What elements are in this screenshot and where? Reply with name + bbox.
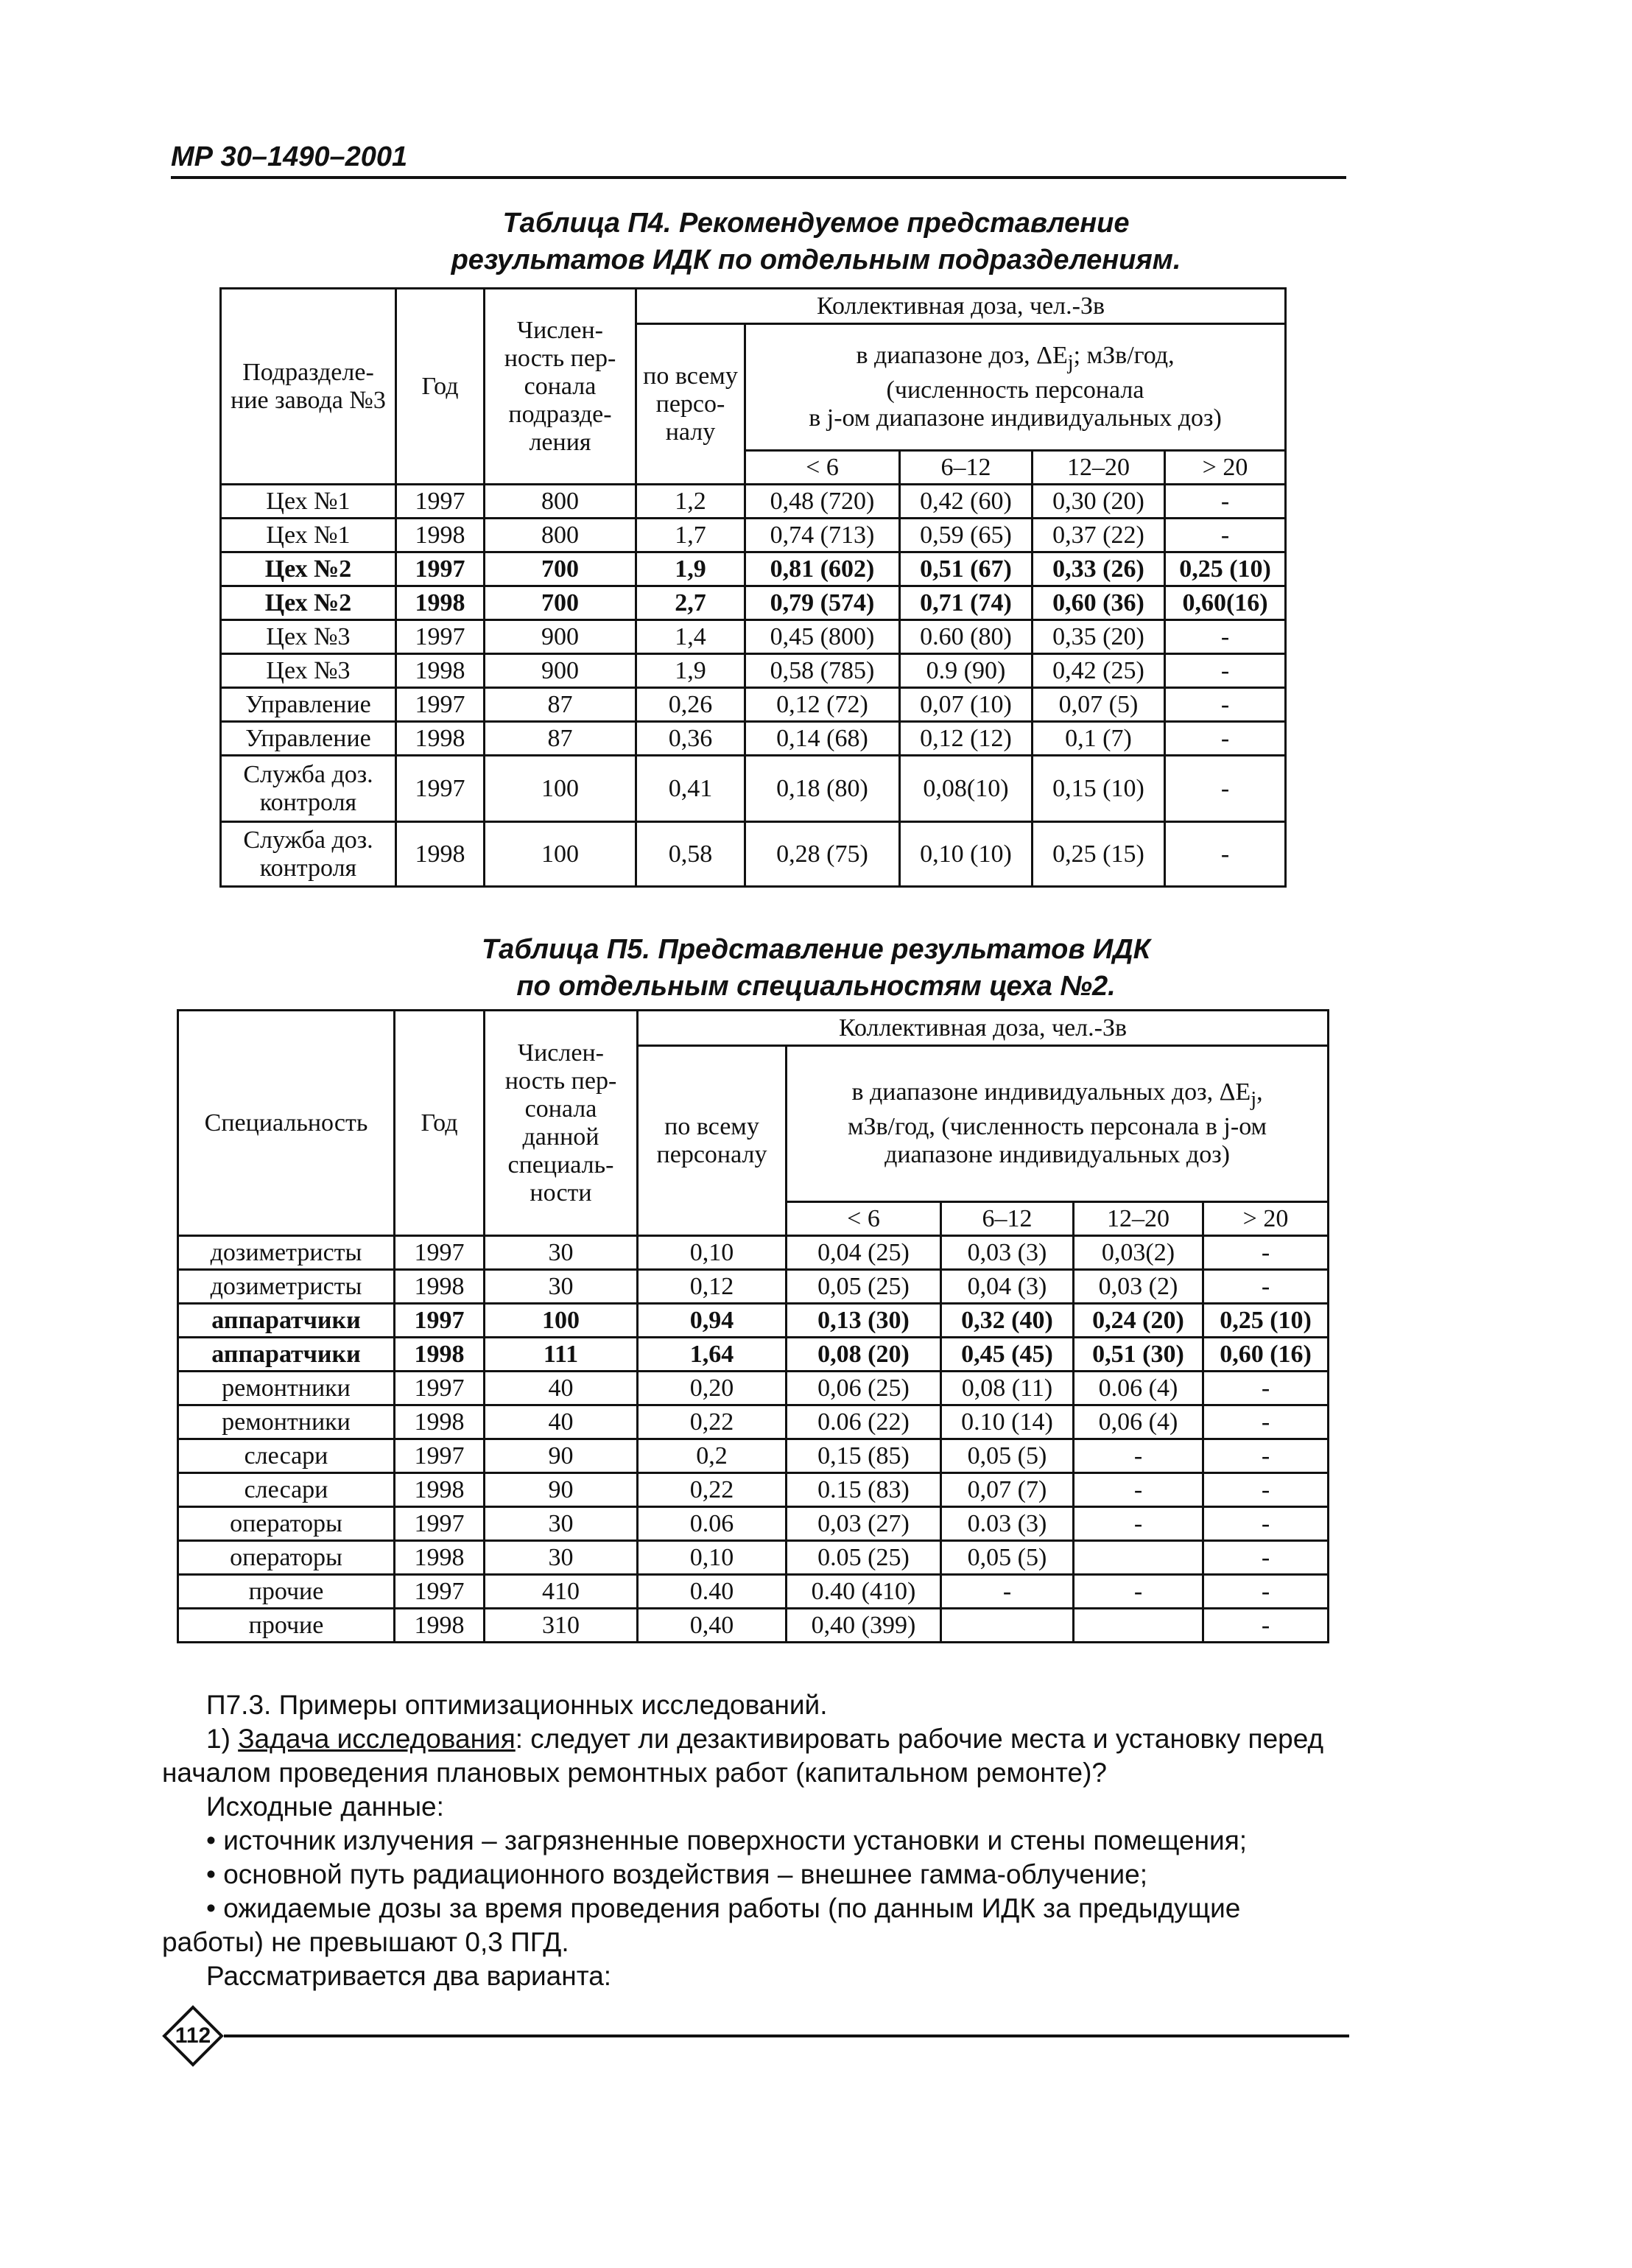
page-number: 112 <box>175 2023 211 2048</box>
footer-rule <box>224 2034 1349 2037</box>
table-row <box>221 519 1286 552</box>
cell-band-3: 0.06 (4) <box>1074 1372 1203 1405</box>
cell-staff: 800 <box>485 519 636 552</box>
cell-year: 1998 <box>396 654 485 688</box>
paragraph-variants: Рассматривается два варианта: <box>206 1961 612 1991</box>
cell-band-3: 0,1 (7) <box>1033 722 1165 756</box>
cell-band-4: 0,60(16) <box>1165 586 1286 620</box>
cell-band-1: 0,05 (25) <box>787 1270 941 1304</box>
table4-caption <box>0 205 1632 278</box>
cell-name: Служба доз. контроля <box>221 756 396 822</box>
table-row <box>221 654 1286 688</box>
table-row <box>178 1473 1329 1507</box>
cell-band-2: 0,12 (12) <box>900 722 1033 756</box>
table5-range-line3: диапазоне индивидуальных доз) <box>884 1141 1230 1169</box>
cell-band-2: 0.10 (14) <box>941 1405 1074 1439</box>
cell-band-3: 0,03(2) <box>1074 1236 1203 1270</box>
cell-staff: 100 <box>485 822 636 887</box>
cell-band-2: 0,03 (3) <box>941 1236 1074 1270</box>
table4-head-total: по всему персо-налу <box>636 324 745 485</box>
cell-band-2: 0,51 (67) <box>900 552 1033 586</box>
cell-band-2: 0,08 (11) <box>941 1372 1074 1405</box>
table4-range-line1: в диапазоне доз, ΔE <box>856 341 1068 369</box>
cell-staff: 800 <box>485 485 636 519</box>
cell-band-2: 0,59 (65) <box>900 519 1033 552</box>
running-header <box>171 141 1346 179</box>
cell-name: ремонтники <box>178 1372 395 1405</box>
body-text <box>162 1688 1348 1993</box>
cell-name: слесари <box>178 1473 395 1507</box>
cell-staff: 30 <box>485 1270 638 1304</box>
table-row <box>221 620 1286 654</box>
table5-band-1: < 6 <box>787 1202 941 1236</box>
cell-year: 1997 <box>395 1575 485 1609</box>
page-number-badge <box>162 2005 224 2067</box>
table-row <box>178 1236 1329 1270</box>
table-row <box>178 1439 1329 1473</box>
table4-range-line3: в j-ом диапазоне индивидуальных доз) <box>809 404 1222 432</box>
cell-name: аппаратчики <box>178 1338 395 1372</box>
cell-staff: 90 <box>485 1439 638 1473</box>
cell-band-3: 0,06 (4) <box>1074 1405 1203 1439</box>
cell-band-3: - <box>1074 1575 1203 1609</box>
cell-staff: 40 <box>485 1372 638 1405</box>
table-row <box>221 586 1286 620</box>
cell-band-2: - <box>941 1575 1074 1609</box>
cell-band-3: 0,25 (15) <box>1033 822 1165 887</box>
cell-band-2: 0,07 (10) <box>900 688 1033 722</box>
cell-year: 1997 <box>396 688 485 722</box>
cell-band-2: 0.03 (3) <box>941 1507 1074 1541</box>
table-row <box>221 688 1286 722</box>
cell-name: Управление <box>221 688 396 722</box>
cell-name: операторы <box>178 1541 395 1575</box>
cell-year: 1998 <box>396 519 485 552</box>
paragraph-task <box>162 1722 1348 1790</box>
cell-band-1: 0,81 (602) <box>745 552 900 586</box>
cell-band-1: 0,28 (75) <box>745 822 900 887</box>
cell-band-3: - <box>1074 1473 1203 1507</box>
cell-name: операторы <box>178 1507 395 1541</box>
cell-band-4: 0,25 (10) <box>1203 1304 1329 1338</box>
cell-band-2: 0,05 (5) <box>941 1541 1074 1575</box>
table4-band-2: 6–12 <box>900 451 1033 485</box>
cell-band-3: 0,24 (20) <box>1074 1304 1203 1338</box>
cell-staff: 30 <box>485 1541 638 1575</box>
table5-head-range <box>787 1046 1329 1202</box>
cell-staff: 700 <box>485 586 636 620</box>
cell-band-1: 0,45 (800) <box>745 620 900 654</box>
cell-band-2: 0,71 (74) <box>900 586 1033 620</box>
cell-band-2: 0,04 (3) <box>941 1270 1074 1304</box>
cell-band-1: 0,48 (720) <box>745 485 900 519</box>
cell-band-4: - <box>1203 1575 1329 1609</box>
cell-total: 0,22 <box>638 1405 787 1439</box>
task-text: : следует ли дезактивировать рабочие места и установку перед началом проведения плановых ремонтных работ (капитальном ремонте)? <box>162 1724 1324 1788</box>
cell-band-1: 0.05 (25) <box>787 1541 941 1575</box>
table4-band-4: > 20 <box>1165 451 1286 485</box>
cell-year: 1998 <box>395 1405 485 1439</box>
cell-name: ремонтники <box>178 1405 395 1439</box>
cell-band-1: 0,14 (68) <box>745 722 900 756</box>
cell-band-4: - <box>1203 1541 1329 1575</box>
bullet-pathway: • основной путь радиационного воздействия – внешнее гамма-облучение; <box>206 1859 1147 1889</box>
cell-band-3: 0,33 (26) <box>1033 552 1165 586</box>
cell-band-2: 0,32 (40) <box>941 1304 1074 1338</box>
cell-band-4: - <box>1165 722 1286 756</box>
table4-head-range <box>745 324 1286 451</box>
table4-head-dept: Подразделе-ние завода №3 <box>221 289 396 485</box>
cell-band-4: - <box>1203 1405 1329 1439</box>
cell-year: 1998 <box>396 586 485 620</box>
cell-staff: 30 <box>485 1507 638 1541</box>
table-row <box>178 1304 1329 1338</box>
table4-head-collective: Коллективная доза, чел.-Зв <box>636 289 1286 324</box>
cell-band-2: 0,08(10) <box>900 756 1033 822</box>
cell-band-4: - <box>1165 519 1286 552</box>
cell-total: 1,9 <box>636 552 745 586</box>
table5 <box>177 1009 1329 1643</box>
cell-total: 1,64 <box>638 1338 787 1372</box>
cell-staff: 111 <box>485 1338 638 1372</box>
table-row <box>221 722 1286 756</box>
cell-year: 1998 <box>395 1473 485 1507</box>
table5-caption-line2: по отдельным специальностям цеха №2. <box>516 971 1116 1002</box>
cell-band-1: 0,40 (399) <box>787 1609 941 1643</box>
cell-name: Служба доз. контроля <box>221 822 396 887</box>
cell-band-1: 0.40 (410) <box>787 1575 941 1609</box>
cell-total: 0,10 <box>638 1236 787 1270</box>
page-footer <box>162 2005 1349 2064</box>
cell-staff: 900 <box>485 654 636 688</box>
paragraph-initial-data: Исходные данные: <box>206 1791 444 1822</box>
table4-range-line1b: ; мЗв/год, <box>1073 341 1175 369</box>
cell-band-3: 0,07 (5) <box>1033 688 1165 722</box>
cell-total: 0,36 <box>636 722 745 756</box>
table4-band-1: < 6 <box>745 451 900 485</box>
cell-name: Цех №2 <box>221 586 396 620</box>
cell-year: 1997 <box>396 756 485 822</box>
cell-name: Цех №2 <box>221 552 396 586</box>
cell-band-1: 0,18 (80) <box>745 756 900 822</box>
cell-band-3 <box>1074 1609 1203 1643</box>
cell-band-4: - <box>1203 1236 1329 1270</box>
cell-band-2: 0,07 (7) <box>941 1473 1074 1507</box>
cell-year: 1998 <box>395 1338 485 1372</box>
cell-band-1: 0,13 (30) <box>787 1304 941 1338</box>
table-row <box>221 756 1286 822</box>
cell-band-3: - <box>1074 1439 1203 1473</box>
cell-staff: 410 <box>485 1575 638 1609</box>
table-row <box>178 1609 1329 1643</box>
cell-total: 0,41 <box>636 756 745 822</box>
cell-band-3: 0,35 (20) <box>1033 620 1165 654</box>
task-number: 1) <box>206 1724 239 1754</box>
cell-name: Цех №3 <box>221 654 396 688</box>
cell-band-4: - <box>1203 1609 1329 1643</box>
cell-band-4: - <box>1203 1270 1329 1304</box>
cell-total: 1,9 <box>636 654 745 688</box>
table5-range-sub: j <box>1251 1087 1257 1111</box>
cell-total: 1,4 <box>636 620 745 654</box>
cell-band-4: - <box>1203 1473 1329 1507</box>
cell-total: 2,7 <box>636 586 745 620</box>
table-row <box>221 822 1286 887</box>
table-row <box>221 485 1286 519</box>
table-row <box>178 1338 1329 1372</box>
cell-name: прочие <box>178 1609 395 1643</box>
cell-name: Цех №3 <box>221 620 396 654</box>
cell-band-3 <box>1074 1541 1203 1575</box>
table5-range-line1b: , <box>1256 1078 1263 1106</box>
cell-band-1: 0,74 (713) <box>745 519 900 552</box>
cell-band-1: 0,03 (27) <box>787 1507 941 1541</box>
cell-band-1: 0,15 (85) <box>787 1439 941 1473</box>
cell-year: 1997 <box>396 552 485 586</box>
cell-band-4: - <box>1165 620 1286 654</box>
cell-year: 1998 <box>395 1541 485 1575</box>
cell-band-4: 0,60 (16) <box>1203 1338 1329 1372</box>
cell-band-2: 0,10 (10) <box>900 822 1033 887</box>
table5-caption <box>0 931 1632 1005</box>
table5-range-line2: мЗв/год, (численность персонала в j-ом <box>847 1113 1267 1141</box>
cell-band-3: - <box>1074 1507 1203 1541</box>
cell-band-4: - <box>1203 1507 1329 1541</box>
cell-total: 0.06 <box>638 1507 787 1541</box>
cell-band-1: 0,12 (72) <box>745 688 900 722</box>
table-row <box>178 1270 1329 1304</box>
cell-staff: 100 <box>485 1304 638 1338</box>
table4-body <box>221 289 1286 887</box>
table5-body <box>178 1011 1329 1643</box>
table5-head-year: Год <box>395 1011 485 1236</box>
table4-range-line2: (численность персонала <box>886 376 1144 404</box>
table5-range-line1: в диапазоне индивидуальных доз, ΔE <box>851 1078 1251 1106</box>
cell-band-1: 0,04 (25) <box>787 1236 941 1270</box>
cell-band-4: - <box>1203 1439 1329 1473</box>
cell-band-3: 0,30 (20) <box>1033 485 1165 519</box>
table5-band-4: > 20 <box>1203 1202 1329 1236</box>
cell-band-1: 0.15 (83) <box>787 1473 941 1507</box>
cell-year: 1998 <box>395 1270 485 1304</box>
table4-caption-line1: Таблица П4. Рекомендуемое представление <box>502 208 1130 239</box>
cell-name: Управление <box>221 722 396 756</box>
cell-name: слесари <box>178 1439 395 1473</box>
table-row <box>178 1405 1329 1439</box>
cell-staff: 90 <box>485 1473 638 1507</box>
cell-total: 0,58 <box>636 822 745 887</box>
table5-band-3: 12–20 <box>1074 1202 1203 1236</box>
cell-year: 1997 <box>396 485 485 519</box>
cell-total: 0,2 <box>638 1439 787 1473</box>
cell-band-1: 0.06 (22) <box>787 1405 941 1439</box>
table-row <box>221 552 1286 586</box>
cell-year: 1997 <box>395 1507 485 1541</box>
cell-name: Цех №1 <box>221 485 396 519</box>
cell-band-4: - <box>1203 1372 1329 1405</box>
table5-head-total: по всему персоналу <box>638 1046 787 1236</box>
cell-year: 1998 <box>396 722 485 756</box>
document-code: МР 30–1490–2001 <box>171 141 408 172</box>
task-label: Задача исследования <box>238 1724 516 1754</box>
cell-band-1: 0,58 (785) <box>745 654 900 688</box>
cell-year: 1997 <box>396 620 485 654</box>
cell-staff: 310 <box>485 1609 638 1643</box>
cell-year: 1997 <box>395 1439 485 1473</box>
table-row <box>178 1575 1329 1609</box>
cell-staff: 900 <box>485 620 636 654</box>
table4-head-year: Год <box>396 289 485 485</box>
cell-band-2 <box>941 1609 1074 1643</box>
cell-band-3: 0,37 (22) <box>1033 519 1165 552</box>
bullet-doses: • ожидаемые дозы за время проведения работы (по данным ИДК за предыдущие работы) не превышают 0,3 ПГД. <box>162 1893 1241 1957</box>
cell-name: аппаратчики <box>178 1304 395 1338</box>
cell-staff: 100 <box>485 756 636 822</box>
cell-staff: 700 <box>485 552 636 586</box>
cell-band-2: 0,42 (60) <box>900 485 1033 519</box>
cell-band-4: - <box>1165 822 1286 887</box>
cell-year: 1998 <box>396 822 485 887</box>
cell-band-1: 0,08 (20) <box>787 1338 941 1372</box>
cell-band-4: - <box>1165 688 1286 722</box>
cell-band-3: 0,51 (30) <box>1074 1338 1203 1372</box>
cell-band-2: 0.60 (80) <box>900 620 1033 654</box>
table5-head-collective: Коллективная доза, чел.-Зв <box>638 1011 1329 1046</box>
cell-band-2: 0.9 (90) <box>900 654 1033 688</box>
cell-staff: 87 <box>485 688 636 722</box>
cell-band-3: 0,15 (10) <box>1033 756 1165 822</box>
cell-band-4: - <box>1165 485 1286 519</box>
cell-total: 1,7 <box>636 519 745 552</box>
table4 <box>219 287 1287 888</box>
cell-total: 0,26 <box>636 688 745 722</box>
cell-total: 0,94 <box>638 1304 787 1338</box>
cell-band-3: 0,60 (36) <box>1033 586 1165 620</box>
table5-head-staff: Числен-ность пер-сонала данной специаль-ности <box>485 1011 638 1236</box>
table-row <box>178 1372 1329 1405</box>
cell-band-4: - <box>1165 654 1286 688</box>
cell-band-4: - <box>1165 756 1286 822</box>
table5-caption-line1: Таблица П5. Представление результатов ИДК <box>481 934 1151 965</box>
cell-staff: 30 <box>485 1236 638 1270</box>
table-row <box>178 1507 1329 1541</box>
cell-total: 0,22 <box>638 1473 787 1507</box>
cell-name: Цех №1 <box>221 519 396 552</box>
cell-total: 0,20 <box>638 1372 787 1405</box>
table-row <box>178 1541 1329 1575</box>
cell-year: 1998 <box>395 1609 485 1643</box>
cell-band-1: 0,06 (25) <box>787 1372 941 1405</box>
cell-year: 1997 <box>395 1372 485 1405</box>
cell-total: 0,10 <box>638 1541 787 1575</box>
cell-total: 0,40 <box>638 1609 787 1643</box>
paragraph-section: П7.3. Примеры оптимизационных исследований. <box>206 1690 828 1720</box>
table4-range-sub: j <box>1067 351 1074 374</box>
cell-year: 1997 <box>395 1304 485 1338</box>
table4-band-3: 12–20 <box>1033 451 1165 485</box>
table4-head-staff: Числен-ность пер-сонала подразде-ления <box>485 289 636 485</box>
cell-band-2: 0,45 (45) <box>941 1338 1074 1372</box>
cell-band-3: 0,03 (2) <box>1074 1270 1203 1304</box>
cell-band-1: 0,79 (574) <box>745 586 900 620</box>
cell-total: 0.40 <box>638 1575 787 1609</box>
cell-band-3: 0,42 (25) <box>1033 654 1165 688</box>
cell-name: прочие <box>178 1575 395 1609</box>
cell-staff: 87 <box>485 722 636 756</box>
table4-caption-line2: результатов ИДК по отдельным подразделениям. <box>451 245 1181 275</box>
cell-name: дозиметристы <box>178 1270 395 1304</box>
bullet-source: • источник излучения – загрязненные поверхности установки и стены помещения; <box>206 1825 1248 1856</box>
table5-head-spec: Специальность <box>178 1011 395 1236</box>
table5-band-2: 6–12 <box>941 1202 1074 1236</box>
cell-band-4: 0,25 (10) <box>1165 552 1286 586</box>
cell-band-2: 0,05 (5) <box>941 1439 1074 1473</box>
cell-staff: 40 <box>485 1405 638 1439</box>
cell-total: 0,12 <box>638 1270 787 1304</box>
cell-year: 1997 <box>395 1236 485 1270</box>
cell-total: 1,2 <box>636 485 745 519</box>
cell-name: дозиметристы <box>178 1236 395 1270</box>
